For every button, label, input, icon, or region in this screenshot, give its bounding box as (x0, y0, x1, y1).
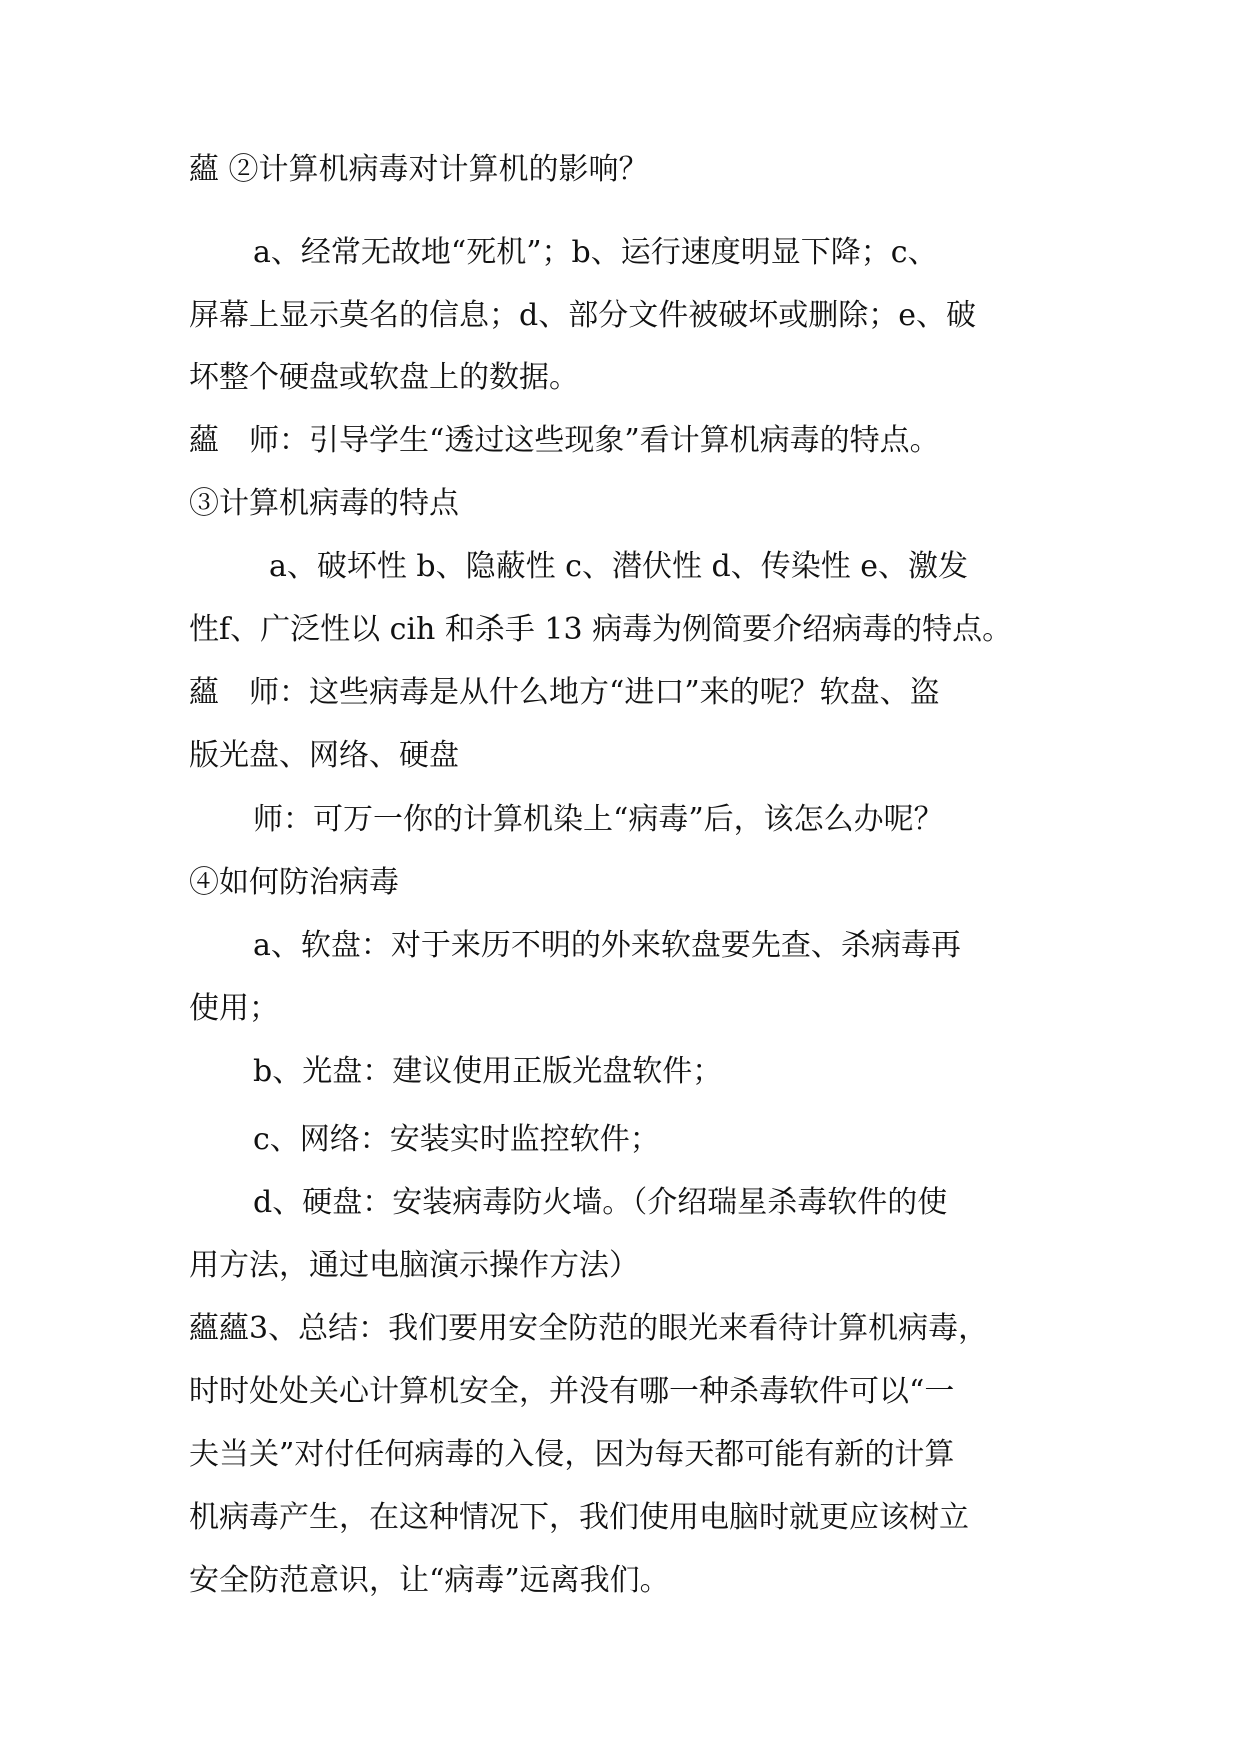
text-line: 蘊 师：引导学生“透过这些现象”看计算机病毒的特点。 (189, 423, 940, 458)
text-line: a、软盘：对于来历不明的外来软盘要先查、杀病毒再 (253, 928, 961, 963)
text-line: c、网络：安装实时监控软件； (253, 1122, 660, 1157)
text-line: 蘊蘊3、总结：我们要用安全防范的眼光来看待计算机病毒， (189, 1311, 989, 1346)
text-line: 机病毒产生，在这种情况下，我们使用电脑时就更应该树立 (189, 1500, 969, 1535)
text-line: 安全防范意识，让“病毒”远离我们。 (189, 1563, 670, 1598)
text-line: 性f、广泛性以 cih 和杀手 13 病毒为例简要介绍病毒的特点。 (189, 612, 1013, 647)
text-line: 蘊 师：这些病毒是从什么地方“进口”来的呢？软盘、盗 (189, 675, 940, 710)
text-line: 使用； (189, 991, 279, 1026)
text-line: 版光盘、网络、硬盘 (189, 738, 459, 773)
text-line: 夫当关”对付任何病毒的入侵，因为每天都可能有新的计算 (189, 1437, 955, 1472)
text-line: b、光盘：建议使用正版光盘软件； (253, 1054, 723, 1089)
text-line: 屏幕上显示莫名的信息；d、部分文件被破坏或删除；e、破 (189, 298, 976, 333)
text-line: 坏整个硬盘或软盘上的数据。 (189, 360, 579, 395)
text-line: 用方法，通过电脑演示操作方法） (189, 1248, 639, 1283)
text-line: a、经常无故地“死机”；b、运行速度明显下降；c、 (253, 235, 938, 270)
text-line: d、硬盘：安装病毒防火墙。（介绍瑞星杀毒软件的使 (253, 1185, 948, 1220)
text-line: ④如何防治病毒 (189, 865, 399, 900)
text-line: 蘊 ②计算机病毒对计算机的影响？ (189, 152, 649, 187)
text-line: 时时处处关心计算机安全，并没有哪一种杀毒软件可以“一 (189, 1374, 955, 1409)
text-line: 师：可万一你的计算机染上“病毒”后，该怎么办呢？ (253, 802, 944, 837)
text-line: ③计算机病毒的特点 (189, 486, 459, 521)
text-line: a、破坏性 b、隐蔽性 c、潜伏性 d、传染性 e、激发 (269, 549, 968, 584)
